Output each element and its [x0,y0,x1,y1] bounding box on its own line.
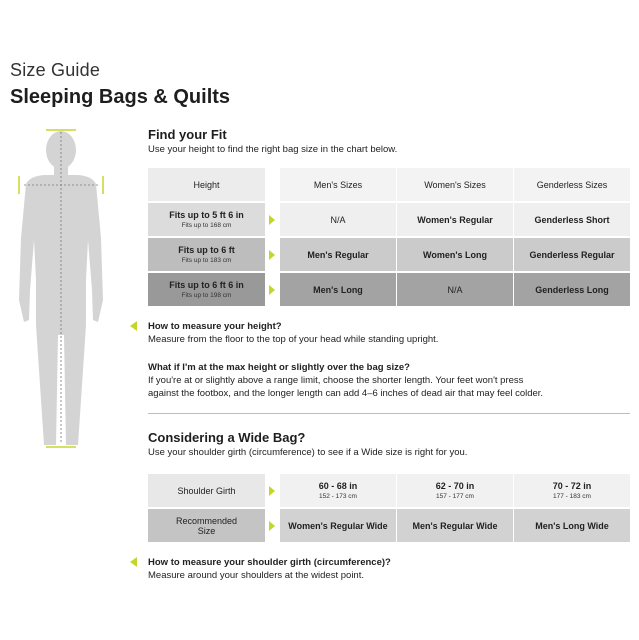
max-height-question: What if I'm at the max height or slightly over the bag size? [148,362,410,373]
table-header-women: Women's Sizes [397,168,513,201]
wide-intro: Use your shoulder girth (circumference) to see if a Wide size is right for you. [148,447,468,458]
row-arrow-icon [269,250,275,260]
table-header-genderless: Genderless Sizes [514,168,630,201]
table-header-height: Height [148,168,265,201]
page-title: Sleeping Bags & Quilts [10,86,231,108]
wide-size-table [148,474,630,542]
height-metric: Fits up to 168 cm [181,222,232,229]
pointer-arrow-icon [130,557,137,567]
table-row-label [148,509,265,542]
row-arrow-icon [269,285,275,295]
table-row-label: Shoulder Girth [148,474,265,507]
height-question: How to measure your height? [148,321,282,332]
row-arrow-icon [269,521,275,531]
height-label: Fits up to 6 ft 6 in [169,280,244,290]
table-cell: N/A [397,273,513,306]
table-cell: Men's Regular Wide [397,509,513,542]
table-row-label [148,273,265,306]
table-cell: Men's Long [280,273,396,306]
wide-heading: Considering a Wide Bag? [148,430,306,445]
table-cell [280,474,396,507]
height-answer: Measure from the floor to the top of your head while standing upright. [148,334,439,345]
row-arrow-icon [269,486,275,496]
table-cell: Women's Long [397,238,513,271]
table-cell: Genderless Short [514,203,630,236]
max-height-answer-line-2: against the footbox, and the longer length can add 4–6 inches of dead air that may feel colder. [148,388,544,399]
fit-intro: Use your height to find the right bag size in the chart below. [148,144,398,155]
height-metric: Fits up to 183 cm [181,257,232,264]
table-cell: Women's Regular [397,203,513,236]
table-cell: Men's Regular [280,238,396,271]
row-arrow-icon [269,215,275,225]
guide-title: Size Guide [10,60,101,80]
human-figure-illustration [0,120,140,450]
height-label: Fits up to 6 ft [178,245,235,255]
section-divider [148,413,630,414]
height-metric: Fits up to 198 cm [181,292,232,299]
size-label: Size [197,525,216,536]
height-label: Fits up to 5 ft 6 in [169,210,244,220]
table-row-label [148,203,265,236]
girth-question: How to measure your shoulder girth (circumference)? [148,557,391,568]
max-height-answer-line-1: If you're at or slightly above a range limit, choose the shorter length. Your feet won't press [148,375,524,386]
girth-cm: 157 - 177 cm [436,493,474,500]
table-cell: Men's Long Wide [514,509,630,542]
table-cell: Genderless Long [514,273,630,306]
table-cell: Women's Regular Wide [280,509,396,542]
table-cell: Genderless Regular [514,238,630,271]
pointer-arrow-icon [130,321,137,331]
girth-cm: 177 - 183 cm [553,493,591,500]
table-row-label [148,238,265,271]
girth-in: 62 - 70 in [435,481,475,491]
fit-size-table [148,168,630,306]
girth-in: 70 - 72 in [552,481,592,491]
table-header-men: Men's Sizes [280,168,396,201]
girth-cm: 152 - 173 cm [319,493,357,500]
fit-heading: Find your Fit [148,127,227,142]
table-cell [397,474,513,507]
table-cell: N/A [280,203,396,236]
girth-answer: Measure around your shoulders at the widest point. [148,570,364,581]
recommended-label: Recommended [175,515,238,526]
table-cell [514,474,630,507]
girth-in: 60 - 68 in [318,481,358,491]
